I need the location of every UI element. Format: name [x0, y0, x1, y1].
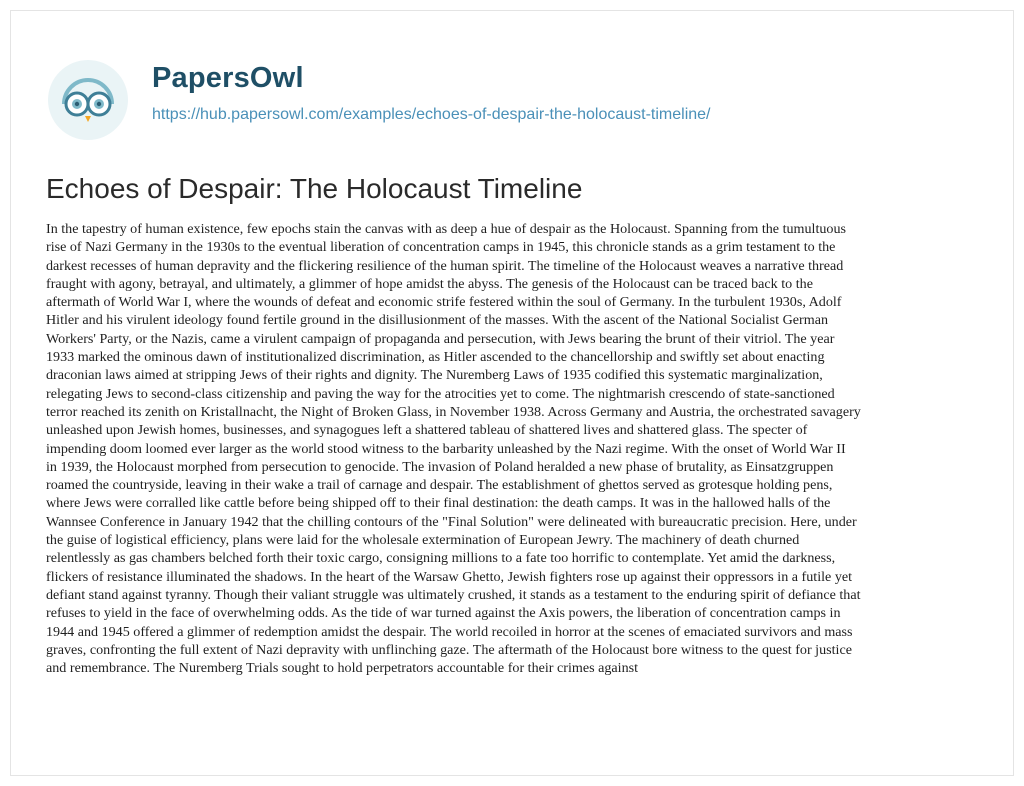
article-text-line: 1933 marked the ominous dawn of institutionalized discrimination, as Hitler ascended to the chancellorship and swiftly set about enacting — [46, 349, 825, 366]
article-text-line: In the tapestry of human existence, few epochs stain the canvas with as deep a hue of despair as the Holocaust. Spanning from the tumultuous — [46, 221, 846, 237]
article-text-line: defiant stand against tyranny. Though their valiant struggle was ultimately crushed, it stands as a testament to the enduring spirit of defiance that — [46, 586, 861, 603]
article-text-line: roamed the countryside, leaving in their wake a trail of carnage and despair. The establishment of ghettos served as grotesque holding pens, — [46, 477, 833, 494]
article-text-line: Hitler and his virulent ideology found fertile ground in the disillusionment of the masses. With the ascent of the National Socialist German — [46, 312, 828, 329]
article-text-line: the guise of logistical efficiency, plans were laid for the wholesale extermination of European Jewry. The machinery of death churned — [46, 532, 800, 549]
article-text-line: Wannsee Conference in January 1942 that the chilling contours of the "Final Solution" were delineated with bureaucratic precision. Here, under — [46, 513, 857, 530]
article-text-line: darkest recesses of human depravity and the flickering resilience of the human spirit. The timeline of the Holocaust weaves a narrative thread — [46, 257, 844, 274]
article-text-line: aftermath of World War I, where the wounds of defeat and economic strife festered within the soul of Germany. In the turbulent 1930s, Adolf — [46, 294, 842, 311]
article-text-line: terror reached its zenith on Kristallnacht, the Night of Broken Glass, in November 1938. Across Germany and Austria, the orchestrated savagery — [46, 403, 861, 420]
article-body — [46, 220, 978, 677]
article-text-line: in 1939, the Holocaust morphed from persecution to genocide. The invasion of Poland heralded a new phase of brutality, as Einsatzgruppen — [46, 458, 834, 475]
article-text-line: rise of Nazi Germany in the 1930s to the eventual liberation of concentration camps in 1945, this chronicle stands as a grim testament to the — [46, 239, 836, 256]
article-text-line: impending doom loomed ever larger as the world stood witness to the barbarity unleashed by the Nazi regime. With the onset of World War II — [46, 440, 846, 457]
article-text-line: and remembrance. The Nuremberg Trials sought to hold perpetrators accountable for their crimes against — [46, 660, 639, 677]
article-text-line: flickers of resistance illuminated the shadows. In the heart of the Warsaw Ghetto, Jewish fighters rose up against their oppressors in a futile yet — [46, 568, 853, 585]
owl-logo-icon — [46, 58, 130, 142]
article-text-line: 1944 and 1945 offered a glimmer of redemption amidst the despair. The world recoiled in horror at the scenes of emaciated survivors and mass — [46, 623, 853, 640]
article-text-line: relegating Jews to second-class citizenship and paving the way for the atrocities yet to come. The nightmarish crescendo of state-sanctioned — [46, 385, 835, 402]
article-text-line: draconian laws aimed at stripping Jews of their rights and dignity. The Nuremberg Laws of 1935 codified this systematic marginalization, — [46, 367, 823, 384]
brand-name[interactable]: PapersOwl — [152, 62, 304, 94]
article-text-line: refuses to yield in the face of overwhelming odds. As the tide of war turned against the Axis powers, the liberation of concentration camps in — [46, 605, 841, 622]
site-header — [46, 58, 946, 138]
article-text-line: unleashed upon Jewish homes, businesses, and synagogues left a shattered tableau of shattered lives and shattered glass. The specter of — [46, 422, 808, 439]
article-text-line: Workers' Party, or the Nazis, came a virulent campaign of propaganda and persecution, with Jews bearing the brunt of their vitriol. The year — [46, 330, 835, 347]
article-title: Echoes of Despair: The Holocaust Timeline — [46, 173, 583, 204]
article-text-line: where Jews were corralled like cattle before being shipped off to their final destination: the death camps. It was in the hallowed halls of the — [46, 495, 831, 512]
article-text-line: relentlessly as gas chambers belched forth their toxic cargo, consigning millions to a fate too horrific to contemplate. Yet amid the darkness, — [46, 550, 836, 567]
article-text-line: graves, confronting the full extent of Nazi depravity with unflinching gaze. The aftermath of the Holocaust bore witness to the quest for justice — [46, 641, 852, 658]
source-url-link[interactable]: https://hub.papersowl.com/examples/echoes-of-despair-the-holocaust-timeline/ — [152, 106, 711, 123]
article-text-line: fraught with agony, betrayal, and ultimately, a glimmer of hope amidst the abyss. The genesis of the Holocaust can be traced back to the — [46, 275, 813, 292]
